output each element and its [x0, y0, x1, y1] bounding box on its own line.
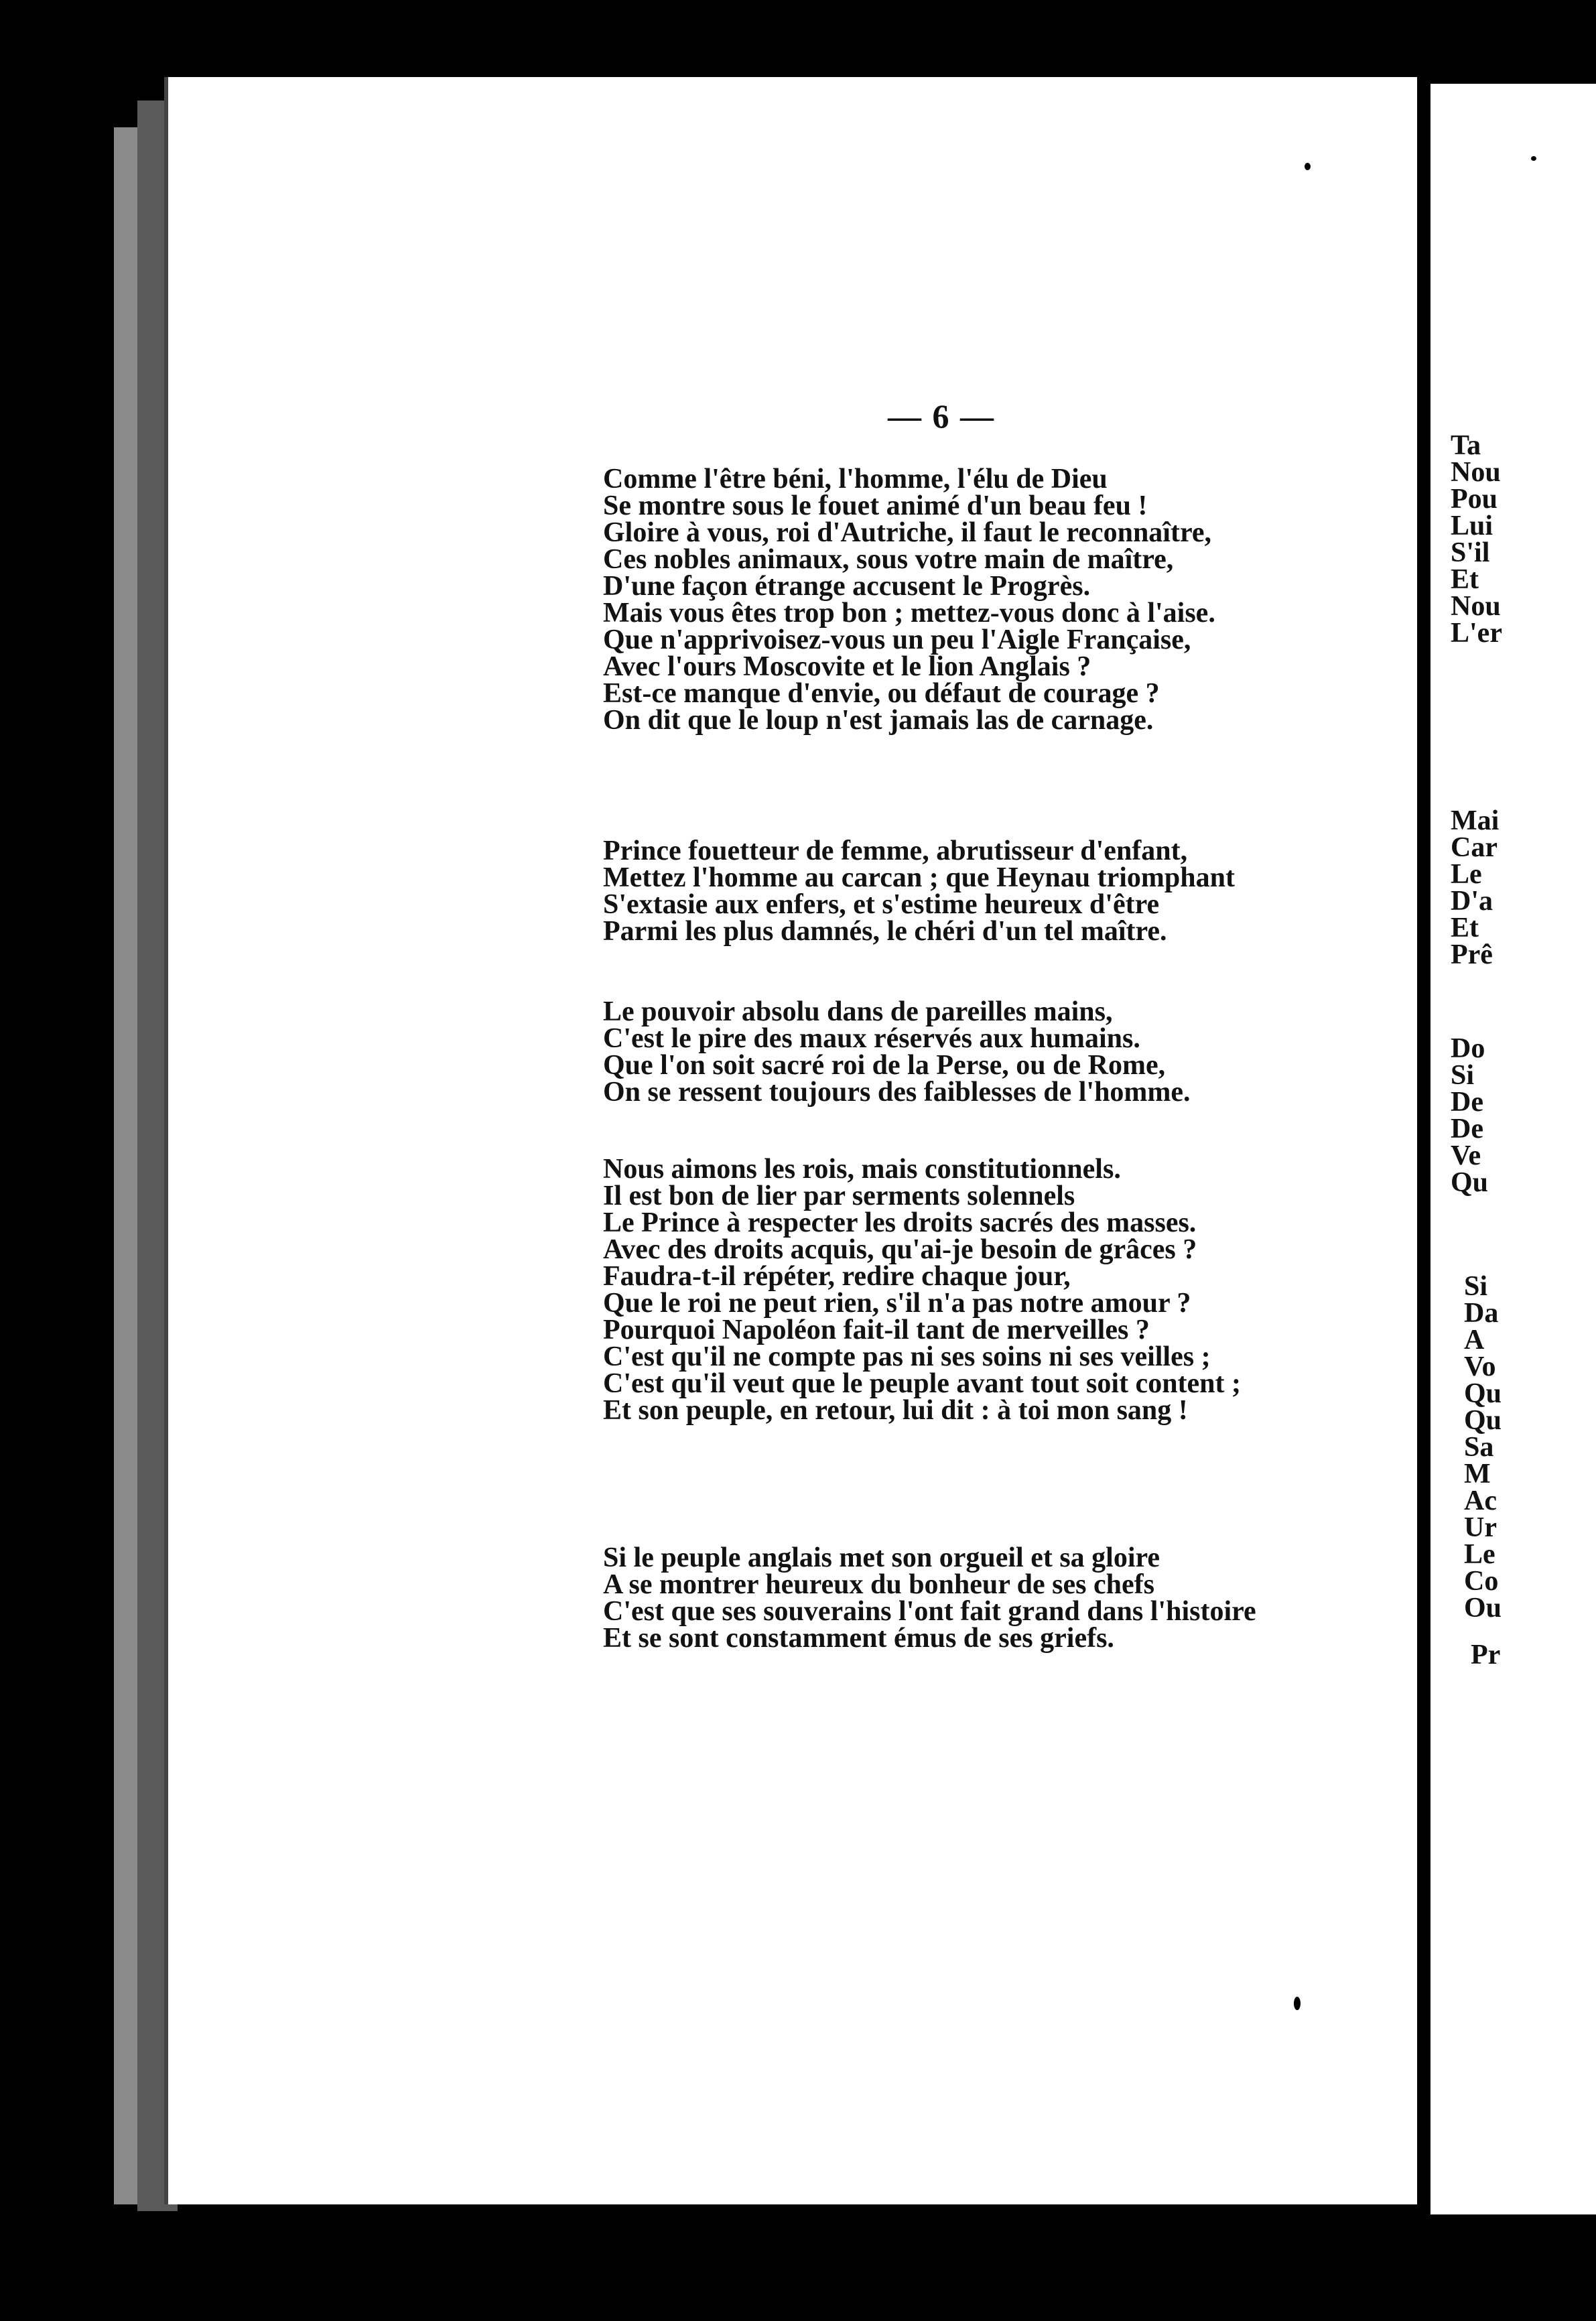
stanza: [603, 1156, 1241, 1424]
verse-line: Se montre sous le fouet animé d'un beau feu !: [603, 490, 1148, 521]
verse-line: Et se sont constamment émus de ses griefs.: [603, 1623, 1114, 1654]
ink-speck: [1294, 1997, 1301, 2010]
verse-line: Nous aimons les rois, mais constitutionnels.: [603, 1154, 1121, 1185]
verse-line: Il est bon de lier par serments solennels: [603, 1181, 1075, 1211]
right-page-line-fragment: D'a: [1451, 886, 1493, 917]
verse-line: Et son peuple, en retour, lui dit : à toi mon sang !: [603, 1395, 1188, 1426]
right-page-fragment-group: [1451, 432, 1502, 647]
verse-line: Que le roi ne peut rien, s'il n'a pas notre amour ?: [603, 1288, 1191, 1319]
verse-line: On se ressent toujours des faiblesses de l'homme.: [603, 1077, 1191, 1108]
verse-line: Parmi les plus damnés, le chéri d'un tel maître.: [603, 916, 1167, 947]
verse-line: Si le peuple anglais met son orgueil et sa gloire: [603, 1542, 1160, 1573]
right-page-line-fragment: Qu: [1451, 1167, 1489, 1198]
page-number: — 6 —: [888, 397, 995, 435]
right-page-line-fragment: Ac: [1464, 1485, 1497, 1516]
right-page-line-fragment: Nou: [1451, 591, 1501, 622]
verse-line: Mettez l'homme au carcan ; que Heynau triomphant: [603, 862, 1235, 893]
right-page-fragment-group: [1464, 1273, 1502, 1621]
ink-speck: [1531, 156, 1536, 161]
right-page-fragment-group: [1451, 807, 1499, 968]
right-page-line-fragment: Qu: [1464, 1405, 1502, 1436]
right-page-fragment-group: [1471, 1642, 1500, 1668]
right-page-line-fragment: Da: [1464, 1298, 1499, 1329]
right-page-line-fragment: S'il: [1451, 537, 1490, 568]
verse-line: Comme l'être béni, l'homme, l'élu de Dieu: [603, 464, 1108, 494]
right-page-line-fragment: Ou: [1464, 1593, 1502, 1623]
verse-line: D'une façon étrange accusent le Progrès.: [603, 571, 1091, 602]
verse-line: Le Prince à respecter les droits sacrés des masses.: [603, 1207, 1197, 1238]
verse-line: A se montrer heureux du bonheur de ses chefs: [603, 1569, 1154, 1600]
verse-line: Prince fouetteur de femme, abrutisseur d'enfant,: [603, 836, 1188, 866]
right-page-line-fragment: De: [1451, 1114, 1483, 1144]
verse-line: Avec des droits acquis, qu'ai-je besoin de grâces ?: [603, 1234, 1197, 1265]
right-page-line-fragment: Prê: [1451, 939, 1493, 970]
page-gutter: [1417, 77, 1431, 2214]
right-page-line-fragment: Le: [1464, 1539, 1495, 1570]
right-page-line-fragment: Sa: [1464, 1432, 1494, 1463]
verse-line: Faudra-t-il répéter, redire chaque jour,: [603, 1261, 1071, 1292]
right-page-line-fragment: Mai: [1451, 805, 1500, 836]
stanza: [603, 466, 1215, 734]
right-page-line-fragment: Ta: [1451, 430, 1481, 461]
verse-line: S'extasie aux enfers, et s'estime heureux d'être: [603, 889, 1160, 920]
verse-line: Que l'on soit sacré roi de la Perse, ou de Rome,: [603, 1050, 1166, 1081]
right-page-line-fragment: Car: [1451, 832, 1498, 863]
verse-line: Pourquoi Napoléon fait-il tant de merveilles ?: [603, 1315, 1150, 1345]
verse-line: C'est le pire des maux réservés aux humains.: [603, 1023, 1140, 1054]
right-page-line-fragment: Ur: [1464, 1512, 1497, 1543]
verse-line: Avec l'ours Moscovite et le lion Anglais ?: [603, 651, 1091, 682]
right-page: [1431, 84, 1596, 2214]
right-page-line-fragment: De: [1451, 1087, 1483, 1118]
verse-line: C'est qu'il veut que le peuple avant tout soit content ;: [603, 1368, 1242, 1399]
right-page-line-fragment: Si: [1464, 1271, 1488, 1302]
stanza: [603, 998, 1191, 1106]
verse-line: Que n'apprivoisez-vous un peu l'Aigle Française,: [603, 624, 1191, 655]
right-page-line-fragment: Et: [1451, 564, 1479, 595]
verse-line: On dit que le loup n'est jamais las de carnage.: [603, 705, 1154, 736]
right-page-line-fragment: Si: [1451, 1060, 1475, 1091]
right-page-line-fragment: Ve: [1451, 1140, 1481, 1171]
right-page-line-fragment: Co: [1464, 1566, 1499, 1597]
right-page-line-fragment: Pr: [1471, 1640, 1501, 1670]
right-page-line-fragment: Qu: [1464, 1378, 1502, 1409]
right-page-line-fragment: L'er: [1451, 618, 1502, 649]
right-page-line-fragment: A: [1464, 1325, 1485, 1355]
right-page-line-fragment: Et: [1451, 913, 1479, 943]
verse-line: Est-ce manque d'envie, ou défaut de courage ?: [603, 678, 1160, 709]
ink-speck: [1305, 163, 1311, 170]
verse-line: C'est que ses souverains l'ont fait grand dans l'histoire: [603, 1596, 1256, 1627]
left-page: [164, 77, 1421, 2204]
right-page-line-fragment: Le: [1451, 859, 1482, 890]
verse-line: Ces nobles animaux, sous votre main de maître,: [603, 544, 1174, 575]
right-page-line-fragment: Lui: [1451, 511, 1493, 541]
verse-line: Gloire à vous, roi d'Autriche, il faut le reconnaître,: [603, 517, 1211, 548]
verse-line: Mais vous êtes trop bon ; mettez-vous donc à l'aise.: [603, 598, 1215, 628]
right-page-fragment-group: [1451, 1035, 1488, 1196]
right-page-line-fragment: M: [1464, 1459, 1491, 1489]
verse-line: Le pouvoir absolu dans de pareilles mains,: [603, 996, 1113, 1027]
stanza: [603, 838, 1235, 945]
right-page-line-fragment: Vo: [1464, 1351, 1496, 1382]
right-page-line-fragment: Pou: [1451, 484, 1498, 515]
right-page-line-fragment: Do: [1451, 1033, 1485, 1064]
right-page-line-fragment: Nou: [1451, 457, 1501, 488]
stanza: [603, 1544, 1256, 1652]
verse-line: C'est qu'il ne compte pas ni ses soins ni ses veilles ;: [603, 1341, 1211, 1372]
